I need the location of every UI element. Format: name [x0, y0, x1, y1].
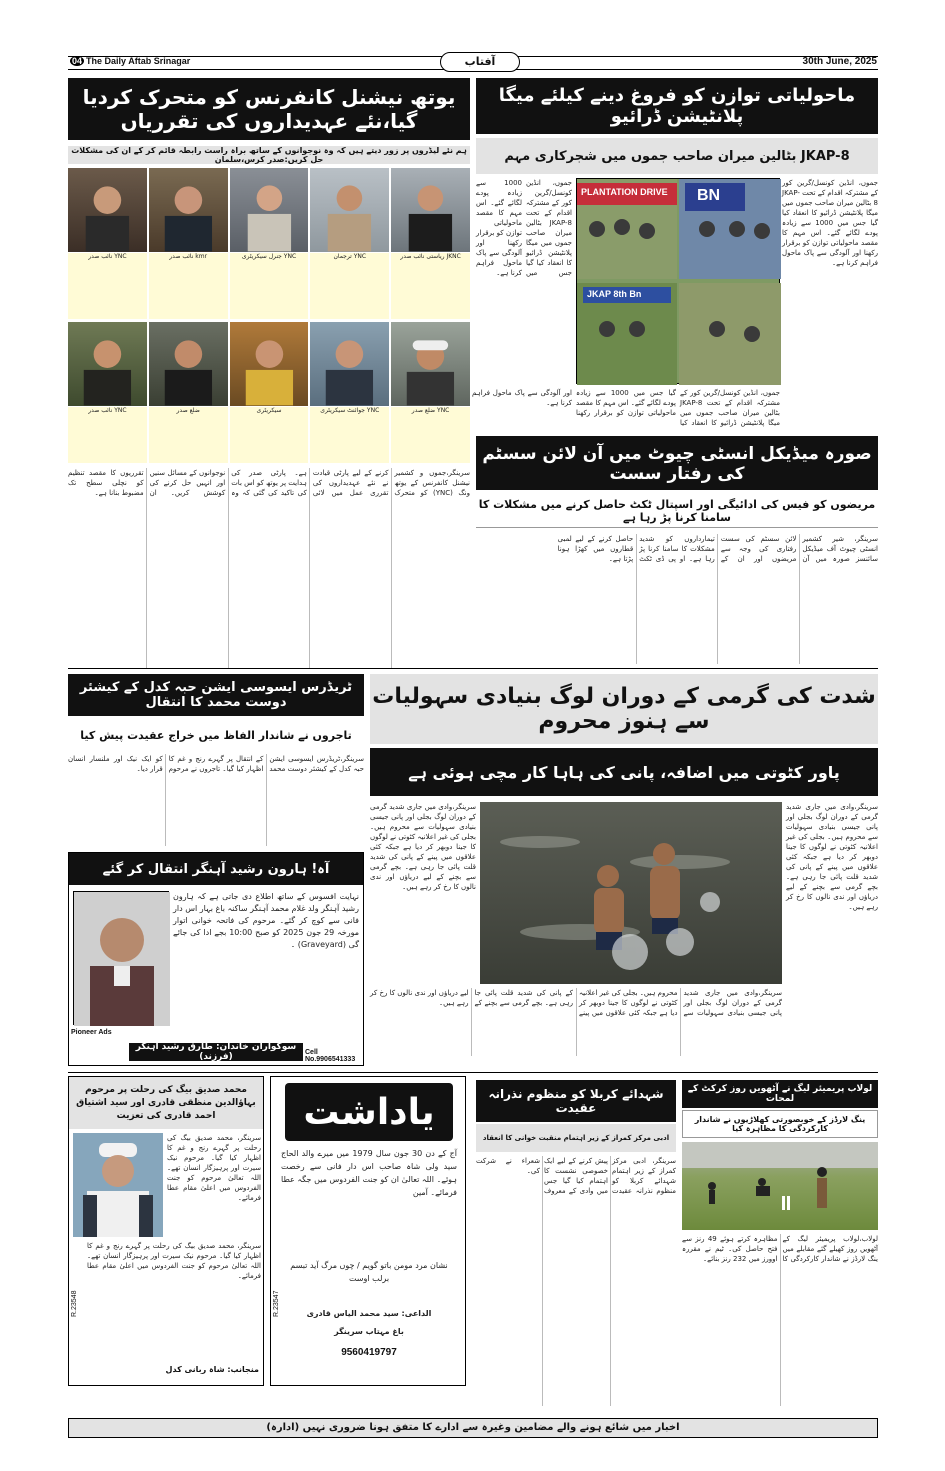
- yaadasht-address: باغ مہتاب سرینگر: [334, 1327, 404, 1336]
- ync-photo-grid-top: [68, 168, 470, 252]
- cricket-headline: لولاب پریمیئر لیگ نے آٹھویں روز کرکٹ کے لمحات: [682, 1080, 878, 1108]
- portrait-photo: [68, 168, 147, 252]
- portrait-photo: [149, 322, 228, 406]
- pioneer-ads-label: Pioneer Ads: [71, 1029, 112, 1036]
- obituary-sadiq-body-side: سرینگر، محمد صدیق بیگ کی رحلت پر گہرے رنج و غم کا اظہار کیا گیا۔ مرحوم نیک سیرت اور پرہیزگار انسان تھے۔ اللہ تعالیٰ مرحوم کو جنت الفردوس میں اعلیٰ مقام عطا فرمائے۔: [167, 1134, 261, 1202]
- photo-caption: kmr نائب صدر: [149, 253, 228, 319]
- yaadasht-poem: نشان مرد مومن باتو گویم / چوں مرگ آید تبسم برلب اوست: [290, 1261, 448, 1283]
- photo-caption: YNC نائب صدر: [68, 253, 147, 319]
- soura-body: سرینگر، شیر کشمیر انسٹی چیوٹ آف میڈیکل سائنسز صورہ میں آن لائن سسٹم کی سست رفتاری کی وجہ سے مریضوں اور ان کے تیمارداروں کو شدید مشکلات کا سامنا کرنا پڑ رہا ہے۔ او پی ڈی ٹکٹ حاصل کرنے کے لیے لمبی قطاروں میں کھڑا ہونا پڑتا ہے۔: [557, 535, 878, 563]
- portrait-photo: [230, 322, 309, 406]
- photo-caption: YNC نائب صدر: [68, 407, 147, 463]
- plantation-banner: PLANTATION DRIVE: [581, 187, 668, 197]
- obituary-cell-number: Cell No.9906541333: [305, 1049, 356, 1063]
- plantation-body-right: جموں، انڈین کونسل/گرین کور کے مشترکہ اقدام کے تحت JKAP-8 بٹالین میران صاحب جموں میں میگا پلانٹیشن ڈرائیو کا انعقاد کیا گیا جس میں 1000 سے زیادہ پودے لگائے گئے۔ اس مہم کا مقصد ماحولیاتی توازن کو برقرار رکھنا اور آلودگی سے پاک ماحول فراہم کرنا ہے۔: [782, 179, 878, 267]
- photo-caption: سیکریٹری: [230, 407, 309, 463]
- heat-body-right: سرینگر،وادی میں جاری شدید گرمی کے دوران لوگ بجلی اور پانی جیسی بنیادی سہولیات سے محروم ہیں۔ بجلی کی غیر اعلانیہ کٹوتی نے لوگوں کا جینا دوبھر کر دیا ہے جبکہ کئی علاقوں میں پینے کے پانی کی شدید قلت پائی جا رہی ہے۔ بچے گرمی سے بچنے کے لیے دریاؤں اور ندی نالوں کا رخ کر رہے ہیں۔: [786, 803, 878, 911]
- ync-headline: یوتھ نیشنل کانفرنس کو متحرک کردیا گیا،نئے عہدیداروں کی تقرریاں: [68, 78, 470, 140]
- ync-subhead: ہم نئے لیڈروں پر زور دیتے ہیں کہ وہ نوجوانوں کے ساتھ براہ راست رابطہ قائم کر کے ان کی مشکلات حل کریں:صدر کرس،سلمان: [68, 146, 470, 164]
- soura-headline: صورہ میڈیکل انسٹی چیوٹ میں آن لائن سسٹم کی رفتار سست: [476, 436, 878, 490]
- cricket-photo: [682, 1142, 878, 1230]
- children-swimming-photo: [480, 802, 782, 984]
- karbala-body: سرینگر، ادبی مرکز کمراز کے زیر اہتمام شہدائے کربلا کو منظوم نذرانہ عقیدت پیش کرنے کے لیے ایک خصوصی نشست کا اہتمام کیا گیا جس میں وادی کے معروف شعراء نے شرکت کی۔: [476, 1157, 676, 1195]
- portrait-photo: [230, 168, 309, 252]
- ync-photo-grid-bottom: [68, 322, 470, 406]
- plantation-photo-collage: [576, 178, 780, 384]
- obituary-sadiq-body: سرینگر، محمد صدیق بیگ کی رحلت پر گہرے رنج و غم کا اظہار کیا گیا۔ مرحوم نیک سیرت اور پرہیزگار انسان تھے۔ اللہ تعالیٰ مرحوم کو جنت الفردوس میں اعلیٰ مقام عطا فرمائے۔: [87, 1242, 261, 1280]
- karbala-subhead: ادبی مرکز کمراز کے زیر اہتمام منقبت خوانی کا انعقاد: [476, 1124, 676, 1152]
- portrait-photo: [68, 322, 147, 406]
- plantation-subhead: JKAP-8 بٹالین میران صاحب جموں میں شجرکاری مہم: [476, 138, 878, 174]
- obituary-sadiq-signature: منجانب: شاہ ربانی کدل: [165, 1365, 259, 1374]
- obituary-haroon-headline: آہ! ہارون رشید آہنگر انتقال کر گئے: [69, 853, 363, 885]
- traders-subhead: تاجروں نے شاندار الفاظ میں خراج عقیدت پیش کیا: [68, 720, 364, 750]
- section-divider: [68, 1072, 878, 1073]
- obituary-haroon-body: نہایت افسوس کے ساتھ اطلاع دی جاتی ہے کہ ہارون رشید آہنگر ولد غلام محمد آہنگر ساکنہ باغ بہار اس دار فانی سے کوچ کر گئے۔ مرحوم کی فاتحہ خوانی اتوار مورخہ 29 جون 2025 کو صبح 10:00 بجے ادا کی جائے گی (Graveyard) ۔: [173, 892, 359, 949]
- obituary-sadiq-box: [68, 1076, 264, 1386]
- portrait-photo: [391, 322, 470, 406]
- heat-body-left: سرینگر،وادی میں جاری شدید گرمی کے دوران لوگ بجلی اور پانی جیسی بنیادی سہولیات سے محروم ہیں۔ بجلی کی غیر اعلانیہ کٹوتی نے لوگوں کا جینا دوبھر کر دیا ہے جبکہ کئی علاقوں میں پینے کے پانی کی شدید قلت پائی جا رہی ہے۔ بچے گرمی سے بچنے کے لیے دریاؤں اور ندی نالوں کا رخ کر رہے ہیں۔: [370, 803, 476, 891]
- photo-caption: YNC ضلع صدر: [391, 407, 470, 463]
- heat-headline: شدت کی گرمی کے دوران لوگ بنیادی سہولیات سے ہنوز محروم: [370, 674, 878, 744]
- traders-headline: ٹریڈرس ایسوسی ایشن حبہ کدل کے کیشئر دوست محمد کا انتقال: [68, 674, 364, 716]
- photo-caption: YNC جنرل سیکریٹری: [230, 253, 309, 319]
- cricket-subhead: ینگ لارڈز کے خوبصورتی کھلاڑیوں نے شاندار کارکردگی کا مظاہرہ کیا: [682, 1110, 878, 1138]
- yaadasht-signature: الداعی: سید محمد الیاس قادری: [306, 1309, 432, 1318]
- masthead-logo: آفتاب: [440, 52, 520, 72]
- issue-date: 30th June, 2025: [802, 56, 877, 67]
- ync-caption-row-top: [68, 253, 470, 319]
- ync-caption-row-bottom: [68, 407, 470, 463]
- karbala-headline: شہدائے کربلا کو منظوم نذرانہ عقیدت: [476, 1080, 676, 1122]
- obituary-haroon-photo: [73, 891, 169, 1025]
- paper-name: The Daily Aftab Srinagar: [86, 56, 191, 66]
- heat-subhead: پاور کٹوتی میں اضافہ، پانی کی ہاہا کار مچی ہوئی ہے: [370, 748, 878, 796]
- traders-body: سرینگر،ٹریڈرس ایسوسی ایشن حبہ کدل کے کیشئر دوست محمد کے انتقال پر گہرے رنج و غم کا اظہار کیا گیا۔ تاجروں نے مرحوم کو ایک نیک اور ملنسار انسان قرار دیا۔: [68, 755, 364, 773]
- portrait-photo: [391, 168, 470, 252]
- ync-body: سرینگر،جموں و کشمیر نیشنل کانفرنس کے یوتھ ونگ (YNC) کو متحرک کرنے کے لیے پارٹی قیادت نے نئے عہدیداروں کی تقرری عمل میں لائی ہے۔ پارٹی صدر کی ہدایت پر یوتھ کو اس بات کی تاکید کی گئی کہ وہ نوجوانوں کے مسائل سنیں اور انہیں حل کرنے کی کوشش کریں۔ ان تقرریوں کا مقصد تنظیم کو نچلی سطح تک مضبوط بنانا ہے۔: [68, 469, 470, 497]
- photo-caption: ضلع صدر: [149, 407, 228, 463]
- obituary-haroon-signature: سوگواران خاندان: طارق رشید آہنگر (فرزند): [129, 1043, 303, 1061]
- cricket-body: لولاب،لولاب پریمیئر لیگ کے آٹھویں روز کھیلے گئے مقابلے میں ینگ لارڈز نے شاندار کارکردگی کا مظاہرہ کرتے ہوئے 49 رنز سے فتح حاصل کی۔ ٹیم نے مقررہ اوورز میں 232 رنز بنائے۔: [682, 1235, 878, 1263]
- registration-number: R.23547: [273, 1290, 280, 1317]
- obituary-sadiq-headline: محمد صدیق بیگ کی رحلت پر مرحوم بہاؤالدین منظقی قادری اور سید اشتیاق احمد قادری کی تعزیت: [69, 1077, 263, 1129]
- portrait-photo: [149, 168, 228, 252]
- jkap-banner: JKAP 8th Bn: [587, 289, 642, 299]
- obituary-haroon-box: [68, 852, 364, 1066]
- registration-number: R.23548: [71, 1290, 78, 1317]
- photo-caption: JKNC ریاستی نائب صدر: [391, 253, 470, 319]
- footer-disclaimer: اخبار میں شائع ہونے والے مضامین وغیرہ سے ادارے کا متفق ہونا ضروری نہیں (ادارہ): [68, 1418, 878, 1438]
- section-divider: [68, 668, 878, 669]
- photo-caption: YNC جوائنٹ سیکریٹری: [310, 407, 389, 463]
- obituary-sadiq-photo: [73, 1133, 163, 1237]
- bn-banner: BN: [697, 187, 721, 204]
- soura-subhead: مریضوں کو فیس کی ادائیگی اور اسپتال ٹکٹ حاصل کرنے میں مشکلات کا سامنا کرنا پڑ رہا ہے: [476, 494, 878, 528]
- yaadasht-body: آج کے دن 30 جون سال 1979 میں میرے والد الحاج سید ولی شاہ صاحب اس دار فانی سے رخصت ہوئے۔ اللہ تعالیٰ ان کو جنت الفردوس میں جگہ عطا فرمائے۔ آمین: [281, 1149, 457, 1197]
- portrait-photo: [310, 168, 389, 252]
- yaadasht-box: [270, 1076, 466, 1386]
- heat-body-bottom: سرینگر،وادی میں جاری شدید گرمی کے دوران لوگ بجلی اور پانی جیسی بنیادی سہولیات سے محروم ہیں۔ بجلی کی غیر اعلانیہ کٹوتی نے لوگوں کا جینا دوبھر کر دیا ہے جبکہ کئی علاقوں میں پینے کے پانی کی شدید قلت پائی جا رہی ہے۔ بچے گرمی سے بچنے کے لیے دریاؤں اور ندی نالوں کا رخ کر رہے ہیں۔: [370, 989, 782, 1017]
- photo-caption: YNC ترجمان: [310, 253, 389, 319]
- plantation-headline: ماحولیاتی توازن کو فروغ دینے کیلئے میگا پلانٹیشن ڈرائیو: [476, 78, 878, 134]
- yaadasht-headline: یاداشت: [285, 1083, 453, 1141]
- portrait-photo: [310, 322, 389, 406]
- plantation-body-left: جموں، انڈین کونسل/گرین کور کے مشترکہ اقدام کے تحت JKAP-8 بٹالین میران صاحب جموں میں میگا پلانٹیشن ڈرائیو کا انعقاد کیا گیا جس میں 1000 سے زیادہ پودے لگائے گئے۔ اس مہم کا مقصد ماحولیاتی توازن کو برقرار رکھنا اور آلودگی سے پاک ماحول فراہم کرنا ہے۔: [476, 179, 572, 277]
- page-number: 04 The Daily Aftab Srinagar: [72, 56, 191, 66]
- yaadasht-phone: 9560419797: [341, 1347, 397, 1358]
- plantation-body-under: جموں، انڈین کونسل/گرین کور کے مشترکہ اقدام کے تحت JKAP-8 بٹالین میران صاحب جموں میں میگا پلانٹیشن ڈرائیو کا انعقاد کیا گیا جس میں 1000 سے زیادہ پودے لگائے گئے۔ اس مہم کا مقصد ماحولیاتی توازن کو برقرار رکھنا اور آلودگی سے پاک ماحول فراہم کرنا ہے۔: [472, 389, 780, 427]
